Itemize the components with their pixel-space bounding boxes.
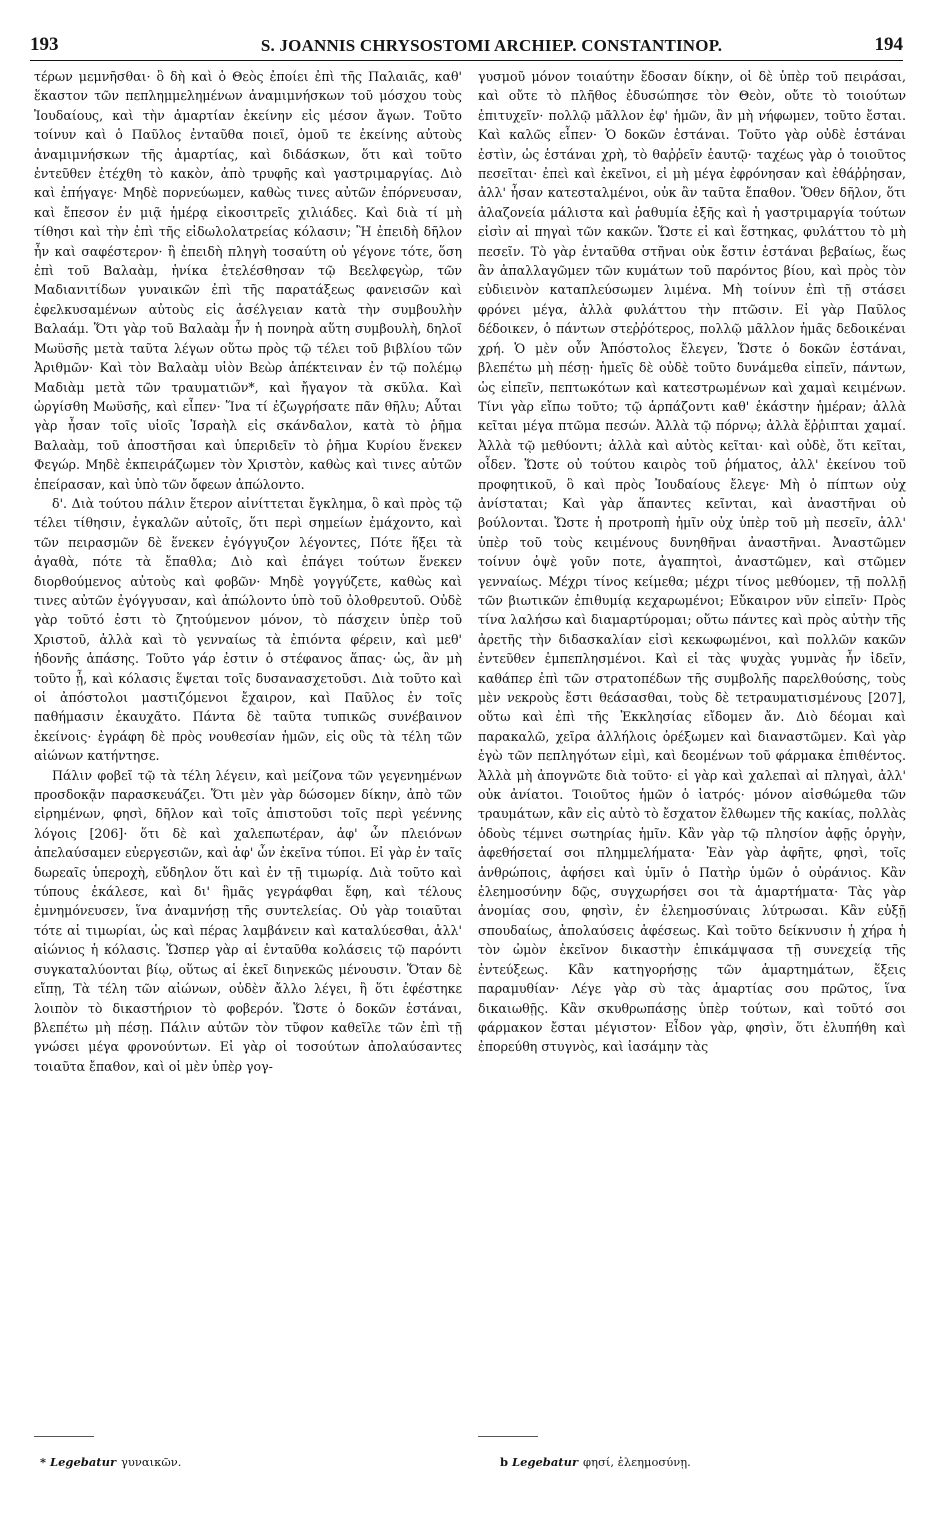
paragraph: τέρων μεμνῆσθαι· ὃ δὴ καὶ ὁ Θεὸς ἐποίει ἐπὶ τῆς Παλαιᾶς, καθ' ἕκαστον τῶν πεπλημμελημένων ἀναμιμνήσκων τοῦ μόσχου τοὺς Ἰουδαίους, καὶ τὴν ἁμαρτίαν ἐκείνην εἰς μέσον ἄγων. Τοῦτο τοίνυν καὶ ὁ Παῦλος ἐνταῦθα ποιεῖ, ὁμοῦ τε ἐκείνης αὐτοὺς ἀναμιμνήσκων τῆς ἁμαρτίας, καὶ διδάσκων, ὅτι καὶ τοῦτο ἐντεῦθεν ἐτέχθη τὸ κακὸν, ἀπὸ τρυφῆς καὶ γαστριμαργίας. Διὸ καὶ ἐπήγαγε· Μηδὲ πορνεύωμεν, καθὼς τινες αὐτῶν ἐπόρνευσαν, καὶ ἔπεσον ἐν μιᾷ ἡμέρᾳ εἰκοσιτρεῖς χιλιάδες. Καὶ διὰ τί μὴ τίθησι καὶ τὴν ἐπὶ τῆς εἰδωλολατρείας κόλασιν; Ἢ ἐπειδὴ δῆλον ἦν καὶ σαφέστερον· ἢ ἐπειδὴ πληγὴ τοσαύτη οὐ γέγονε τότε, ὅση ἐπὶ τοῦ Βαλαὰμ, ἡνίκα ἐτελέσθησαν τῷ Βεελφεγὼρ, τῶν Μαδιανιτίδων γυναικῶν ἐπὶ τῆς παρατάξεως φανεισῶν καὶ ἐφελκυσαμένων αὐτοὺς εἰς ἀσέλγειαν κατὰ τὴν συμβουλὴν Βαλαάμ. Ὅτι γὰρ τοῦ Βαλαὰμ ἦν ἡ πονηρὰ αὕτη συμβουλὴ, δηλοῖ Μωϋσῆς μετὰ ταῦτα λέγων οὕτω πρὸς τῷ τέλει τοῦ βιβλίου τῶν Ἀριθμῶν· Καὶ τὸν Βαλαὰμ υἱὸν Βεὼρ ἀπέκτειναν ἐν τῷ πολέμῳ Μαδιὰμ μετὰ τῶν τραυματιῶν*, καὶ ἤγαγον τὰ σκῦλα. Καὶ ὠργίσθη Μωϋσῆς, καὶ εἶπεν· Ἵνα τί ἐζωγρήσατε πᾶν θῆλυ; Αὗται γὰρ ἦσαν τοῖς υἱοῖς Ἰσραὴλ εἰς σκάνδαλον, κατὰ τὸ ῥῆμα Βαλαὰμ, τοῦ ἀποστῆσαι καὶ ὑπεριδεῖν τὸ ῥῆμα Κυρίου ἕνεκεν Φεγώρ. Μηδὲ ἐκπειράζωμεν τὸν Χριστὸν, καθὼς καὶ τινες αὐτῶν ἐπείρασαν, καὶ ὑπὸ τῶν ὄφεων ἀπώλοντο.	[34, 69, 462, 492]
left-column	[34, 67, 462, 1432]
footnote-label: Legebatur	[50, 1455, 117, 1469]
page-number-left: 193	[30, 34, 59, 55]
footnote-text: γυναικῶν.	[121, 1455, 182, 1469]
footnote-rule-right	[478, 1436, 538, 1437]
page-number-right: 194	[874, 34, 903, 55]
page-header	[30, 34, 903, 58]
footnote-left	[40, 1455, 181, 1469]
footnote-marker: b	[500, 1455, 509, 1469]
paragraph: γυσμοῦ μόνον τοιαύτην ἔδοσαν δίκην, οἱ δὲ ὑπὲρ τοῦ πειράσαι, καὶ οὔτε τὸ πλῆθος ἐδυσώπησε τὸν Θεὸν, οὔτε τὸ τοιούτων ἐπιτυχεῖν· πολλῷ μᾶλλον ἐφ' ἡμῶν, ἂν μὴ νήφωμεν, τοῦτο ἔσται. Καὶ καλῶς εἶπεν· Ὁ δοκῶν ἑστάναι. Τοῦτο γὰρ οὐδὲ ἑστάναι ἐστὶν, ὡς ἑστάναι χρὴ, τὸ θαῤῥεῖν ἑαυτῷ· ταχέως γὰρ ὁ τοιοῦτος πεσεῖται· ἐπεὶ καὶ ἐκεῖνοι, εἰ μὴ μέγα ἐφρόνησαν καὶ ἐθάῤῥησαν, ἀλλ' ἦσαν κατεσταλμένοι, οὐκ ἂν ταῦτα ἔπαθον. Ὅθεν δῆλον, ὅτι ἀλαζονεία μάλιστα καὶ ῥαθυμία ἐξῆς καὶ ἡ γαστριμαργία τούτων εἰσὶν αἱ πηγαὶ τῶν κακῶν. Ὥστε εἰ καὶ ἕστηκας, φυλάττου τὸ μὴ πεσεῖν. Τὸ γὰρ ἐνταῦθα στῆναι οὐκ ἔστιν ἑστάναι βεβαίως, ἕως ἂν ἀπαλλαγῶμεν τῶν κυμάτων τοῦ παρόντος βίου, καὶ πρὸς τὸν εὐδιεινὸν καταπλεύσωμεν λιμένα. Μὴ τοίνυν ἐπὶ τῇ στάσει φρόνει μέγα, ἀλλὰ φυλάττου τὴν πτῶσιν. Εἰ γὰρ Παῦλος δέδοικεν, ὁ πάντων στεῤῥότερος, πολλῷ μᾶλλον ἡμᾶς δεδοικέναι χρή. Ὁ μὲν οὖν Ἀπόστολος ἔλεγεν, Ὥστε ὁ δοκῶν ἑστάναι, βλεπέτω μὴ πέσῃ· ἡμεῖς δὲ οὐδὲ τοῦτο δυνάμεθα εἰπεῖν, πάντων, ὡς εἰπεῖν, πεπτωκότων καὶ κατεστρωμένων καὶ χαμαὶ κειμένων. Τίνι γὰρ εἴπω τοῦτο; τῷ ἁρπάζοντι καθ' ἑκάστην ἡμέραν; ἀλλὰ κεῖται μέγα πτῶμα πεσών. Ἀλλὰ τῷ πόρνῳ; ἀλλὰ ἔῤῥιπται χαμαί. Ἀλλὰ τῷ μεθύοντι; ἀλλὰ καὶ αὐτὸς κεῖται· καὶ οὐδὲ, ὅτι κεῖται, οἶδεν. Ὥστε οὐ τούτου καιρὸς τοῦ ῥήματος, ἀλλ' ἐκείνου τοῦ προφητικοῦ, ὃ καὶ πρὸς Ἰουδαίους ἔλεγε· Μὴ ὁ πίπτων οὐχ ἀνίσταται; Καὶ γὰρ ἅπαντες κεῖνται, καὶ ἀναστῆναι οὐ βούλονται. Ὥστε ἡ προτροπὴ ἡμῖν οὐχ ὑπὲρ τοῦ μὴ πεσεῖν, ἀλλ' ὑπὲρ τοῦ τοὺς κειμένους δυνηθῆναι ἀναστῆναι. Ἀναστῶμεν τοίνυν ὀψὲ γοῦν ποτε, ἀγαπητοὶ, ἀναστῶμεν, καὶ στῶμεν γενναίως. Μέχρι τίνος κείμεθα; μέχρι τίνος μεθύομεν, τῇ πολλῇ τῶν βιωτικῶν ἐπιθυμίᾳ κεχαρωμένοι; Εὔκαιρον νῦν εἰπεῖν· Πρὸς τίνα λαλήσω καὶ διαμαρτύρομαι; οὕτω πάντες καὶ πρὸς αὐτὴν τῆς ἀρετῆς τὴν διδασκαλίαν εἰσὶ κεκωφωμένοι, καὶ πολλῶν κακῶν ἐντεῦθεν ἐμπεπλησμένοι. Καὶ εἰ τὰς ψυχὰς γυμνὰς ἦν ἰδεῖν, καθάπερ ἐπὶ τῶν στρατοπέδων τῆς συμβολῆς παρελθούσης, τοὺς μὲν νεκροὺς ἔστι θεάσασθαι, τοὺς δὲ τετραυματισμένους [207], οὕτω καὶ ἐπὶ τῆς Ἐκκλησίας εἴδομεν ἄν. Διὸ δέομαι καὶ παρακαλῶ, χεῖρα ἀλλήλοις ὀρέξωμεν καὶ διαναστῶμεν. Καὶ γὰρ ἐγὼ τῶν πεπληγότων εἰμὶ, καὶ δεομένων τοῦ φάρμακα ἐπιθέντος. Ἀλλὰ μὴ ἀπογνῶτε διὰ τοῦτο· εἰ γὰρ καὶ χαλεπαὶ αἱ πληγαὶ, ἀλλ' οὐκ ἀνίατοι. Τοιοῦτος ἡμῶν ὁ ἰατρός· μόνον αἰσθώμεθα τῶν τραυμάτων, κἂν εἰς αὐτὸ τὸ ἔσχατον ἔλθωμεν τῆς κακίας, πολλὰς ὁδοὺς τέμνει σωτηρίας ἡμῖν. Κἂν γὰρ τῷ πλησίον ἀφῇς ὀργὴν, ἀφεθήσεταί σοι πλημμελήματα· Ἐὰν γὰρ ἀφῆτε, φησὶ, τοῖς ἀνθρώποις, ἀφήσει καὶ ὑμῖν ὁ Πατὴρ ὑμῶν ὁ οὐράνιος. Κἂν ἐλεημοσύνην δῷς, συγχωρήσει σοι τὰ ἁμαρτήματα· Τὰς γὰρ ἀνομίας σου, φησὶν, ἐν ἐλεημοσύναις λύτρωσαι. Κἂν εὐξῇ σπουδαίως, ἀπολαύσεις ἀφέσεως. Καὶ τοῦτο δείκνυσιν ἡ χήρα ἡ τὸν ὠμὸν ἐκεῖνον δικαστὴν ἐπικάμψασα τῇ συνεχείᾳ τῆς ἐντεύξεως. Κἂν κατηγορήσῃς τῶν ἁμαρτημάτων, ἕξεις παραμυθίαν· Λέγε γὰρ σὺ τὰς ἁμαρτίας σου πρῶτος, ἵνα δικαιωθῇς. Κἂν σκυθρωπάσῃς ὑπὲρ τούτων, καὶ τοῦτό σοι φάρμακον ἔσται μέγιστον· Εἶδον γὰρ, φησὶν, ὅτι ἐλυπήθη καὶ ἐπορεύθη στυγνὸς, καὶ ἰασάμην τὰς	[478, 69, 906, 1055]
header-rule	[30, 60, 903, 61]
running-head: S. JOANNIS CHRYSOSTOMI ARCHIEP. CONSTANTINOP.	[260, 36, 723, 55]
footnote-rule-left	[34, 1436, 94, 1437]
paragraph: Πάλιν φοβεῖ τῷ τὰ τέλη λέγειν, καὶ μείζονα τῶν γεγενημένων προσδοκᾷν παρασκευάζει. Ὅτι μὲν γὰρ δώσομεν δίκην, ἀπὸ τῶν εἰρημένων, φησὶ, δῆλον καὶ τοῖς ἀπιστοῦσι τοῖς περὶ γεέννης λόγοις [206]· ὅτι δὲ καὶ χαλεπωτέραν, ἀφ' ὧν πλειόνων ἀπελαύσαμεν εὐεργεσιῶν, καὶ ἀφ' ὧν ἐκεῖνα τύποι. Εἰ γὰρ ἐν ταῖς δωρεαῖς ὑπεροχὴ, εὔδηλον ὅτι καὶ ἐν τῇ τιμωρίᾳ. Διὰ τοῦτο καὶ τύπους ἐκάλεσε, καὶ δι' ἣμᾶς γεγράφθαι ἔφη, καὶ τέλους ἐμνημόνευσεν, ἵνα ἀναμνήσῃ τῆς συντελείας. Οὐ γὰρ τοιαῦται τότε αἱ τιμωρίαι, ὡς καὶ πέρας λαμβάνειν καὶ καταλύεσθαι, ἀλλ' αἰώνιος ἡ κόλασις. Ὥσπερ γὰρ αἱ ἐνταῦθα κολάσεις τῷ παρόντι συγκαταλύονται βίῳ, οὕτως αἱ ἐκεῖ διηνεκῶς μένουσιν. Ὅταν δὲ εἴπῃ, Τὰ τέλη τῶν αἰώνων, οὐδὲν ἄλλο λέγει, ἢ ὅτι ἐφέστηκε λοιπὸν τὸ δικαστήριον τὸ φοβερόν. Ὥστε ὁ δοκῶν ἑστάναι, βλεπέτω μὴ πέσῃ. Πάλιν αὐτῶν τὸν τῦφον καθεῖλε τῶν ἐπὶ τῇ γνώσει μέγα φρονούντων. Εἰ γὰρ οἱ τοσούτων ἀπολαύσαντες τοιαῦτα ἔπαθον, καὶ οἱ μὲν ὑπὲρ γογ-	[34, 767, 462, 1074]
footnote-marker: *	[40, 1455, 47, 1469]
paragraph: δ'. Διὰ τούτου πάλιν ἕτερον αἰνίττεται ἔγκλημα, ὃ καὶ πρὸς τῷ τέλει τίθησιν, ἐγκαλῶν αὐτοῖς, ὅτι περὶ σημείων ἐμάχοντο, καὶ τῶν πειρασμῶν δὲ ἕνεκεν ἐγόγγυζον λέγοντες, Πότε ἥξει τὰ ἀγαθὰ, πότε τὰ ἔπαθλα; Διὸ καὶ ἐπάγει τούτων ἕνεκεν διορθούμενος αὐτοὺς καὶ φοβῶν· Μηδὲ γογγύζετε, καθὼς καὶ τινες αὐτῶν ἐγόγγυσαν, καὶ ἀπώλοντο ὑπὸ τοῦ ὀλοθρευτοῦ. Οὐδὲ γὰρ τοῦτό ἐστι τὸ ζητούμενον μόνον, τὸ πάσχειν ὑπὲρ τοῦ Χριστοῦ, ἀλλὰ καὶ τὸ γενναίως τὰ ἐπιόντα φέρειν, καὶ μεθ' ἡδονῆς ἁπάσης. Τοῦτο γάρ ἐστιν ὁ στέφανος ἅπας· ὡς, ἂν μὴ τοῦτο ᾖ, καὶ κόλασις ἕψεται τοῖς δυσανασχετοῦσι. Διὰ τοῦτο καὶ οἱ ἀπόστολοι μαστιζόμενοι ἔχαιρον, καὶ Παῦλος ἐν τοῖς παθήμασιν ἐκαυχᾶτο. Πάντα δὲ ταῦτα τυπικῶς συνέβαινον ἐκείνοις· ἐγράφη δὲ πρὸς νουθεσίαν ἡμῶν, εἰς οὓς τὰ τέλη τῶν αἰώνων κατήντησε.	[34, 495, 462, 764]
footnote-label: Legebatur	[512, 1455, 579, 1469]
footnote-right	[500, 1455, 691, 1469]
footnote-text: φησί, ἐλεημοσύνῃ.	[583, 1455, 691, 1469]
right-column	[478, 67, 906, 1432]
